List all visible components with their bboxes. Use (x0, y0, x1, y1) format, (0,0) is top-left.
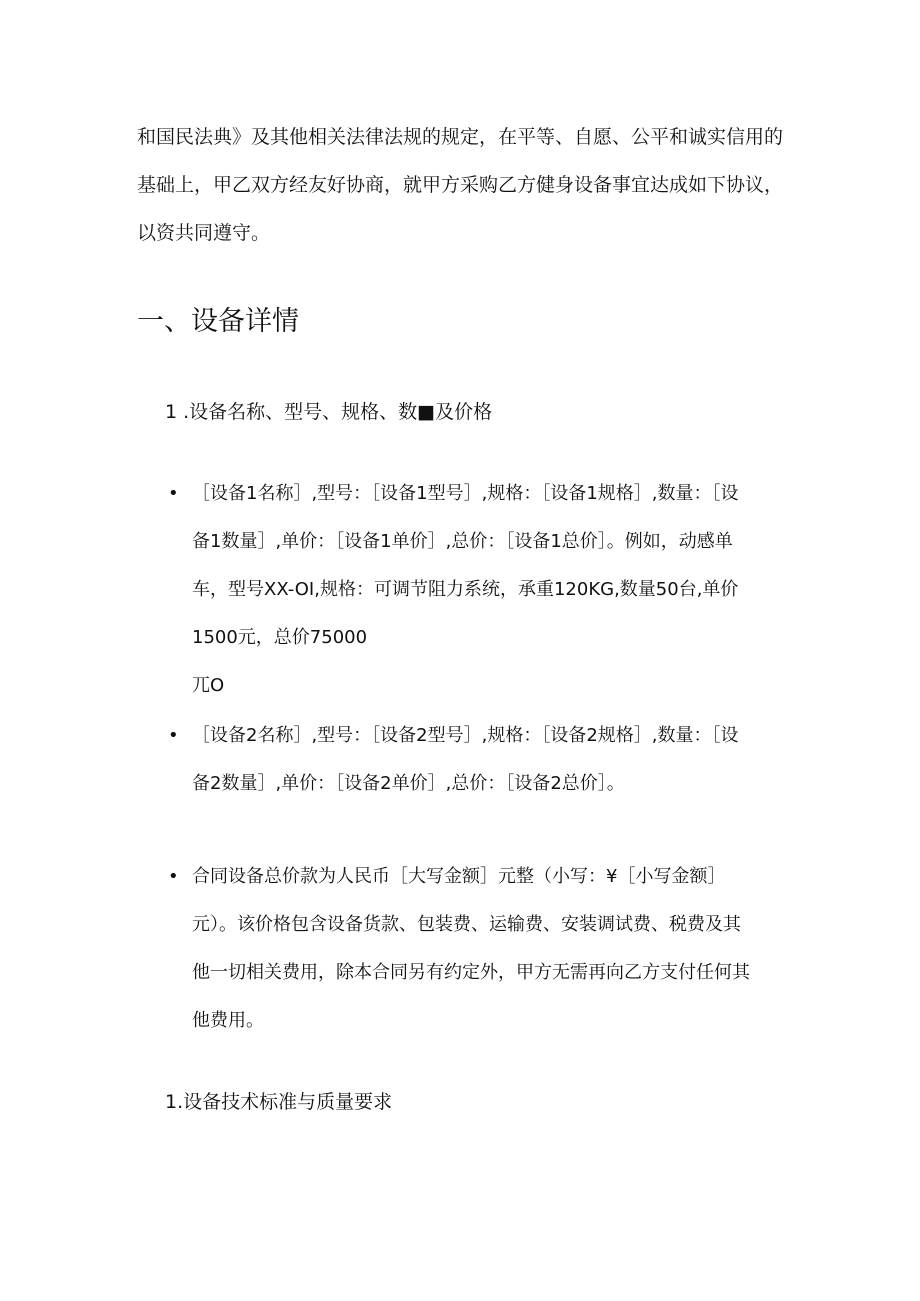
bullet-icon: • (168, 866, 179, 887)
list-item-line: 备1数量］,单价：［设备1单价］,总价：［设备1总价］。例如，动感单 (192, 531, 733, 552)
intro-line: 基础上，甲乙双方经友好协商，就甲方采购乙方健身设备事宜达成如下协议， (137, 174, 784, 196)
list-item-line: 他费用。 (192, 1010, 264, 1031)
list-item-line: 1500元，总价75000 (192, 627, 368, 648)
list-item-line: 车，型号XX-OI,规格：可调节阻力系统，承重120KG,数量50台,单价 (192, 579, 739, 600)
subsection-title-equipment-list: 1 .设备名称、型号、规格、数■及价格 (165, 401, 493, 423)
list-item-line: 兀O (192, 675, 225, 696)
section-heading: 一、设备详情 (137, 306, 299, 337)
list-item-line: ［设备1名称］,型号：［设备1型号］,规格：［设备1规格］,数量：［设 (192, 483, 739, 504)
list-item-text (192, 853, 792, 1045)
intro-paragraph (137, 113, 797, 257)
list-item-line: 他一切相关费用，除本合同另有约定外，甲方无需再向乙方支付任何其 (192, 962, 750, 983)
list-item-line: 备2数量］,单价：［设备2单价］,总价：［设备2总价］。 (192, 773, 625, 794)
intro-line: 和国民法典》及其他相关法律法规的规定，在平等、自愿、公平和诚实信用的 (137, 126, 784, 148)
intro-line: 以资共同遵守。 (137, 222, 271, 244)
list-item-line: 合同设备总价款为人民币［大写金额］元整（小写：¥［小写金额］ (192, 866, 726, 887)
list-item-text (192, 712, 792, 808)
bullet-icon: • (168, 483, 179, 504)
list-item-line: 元）。该价格包含设备货款、包装费、运输费、安装调试费、税费及其 (192, 914, 741, 935)
subsection-title-quality-requirements: 1.设备技术标准与质量要求 (165, 1091, 393, 1113)
list-item-line: ［设备2名称］,型号：［设备2型号］,规格：［设备2规格］,数量：［设 (192, 725, 739, 746)
bullet-icon: • (168, 725, 179, 746)
list-item-text (192, 470, 792, 710)
